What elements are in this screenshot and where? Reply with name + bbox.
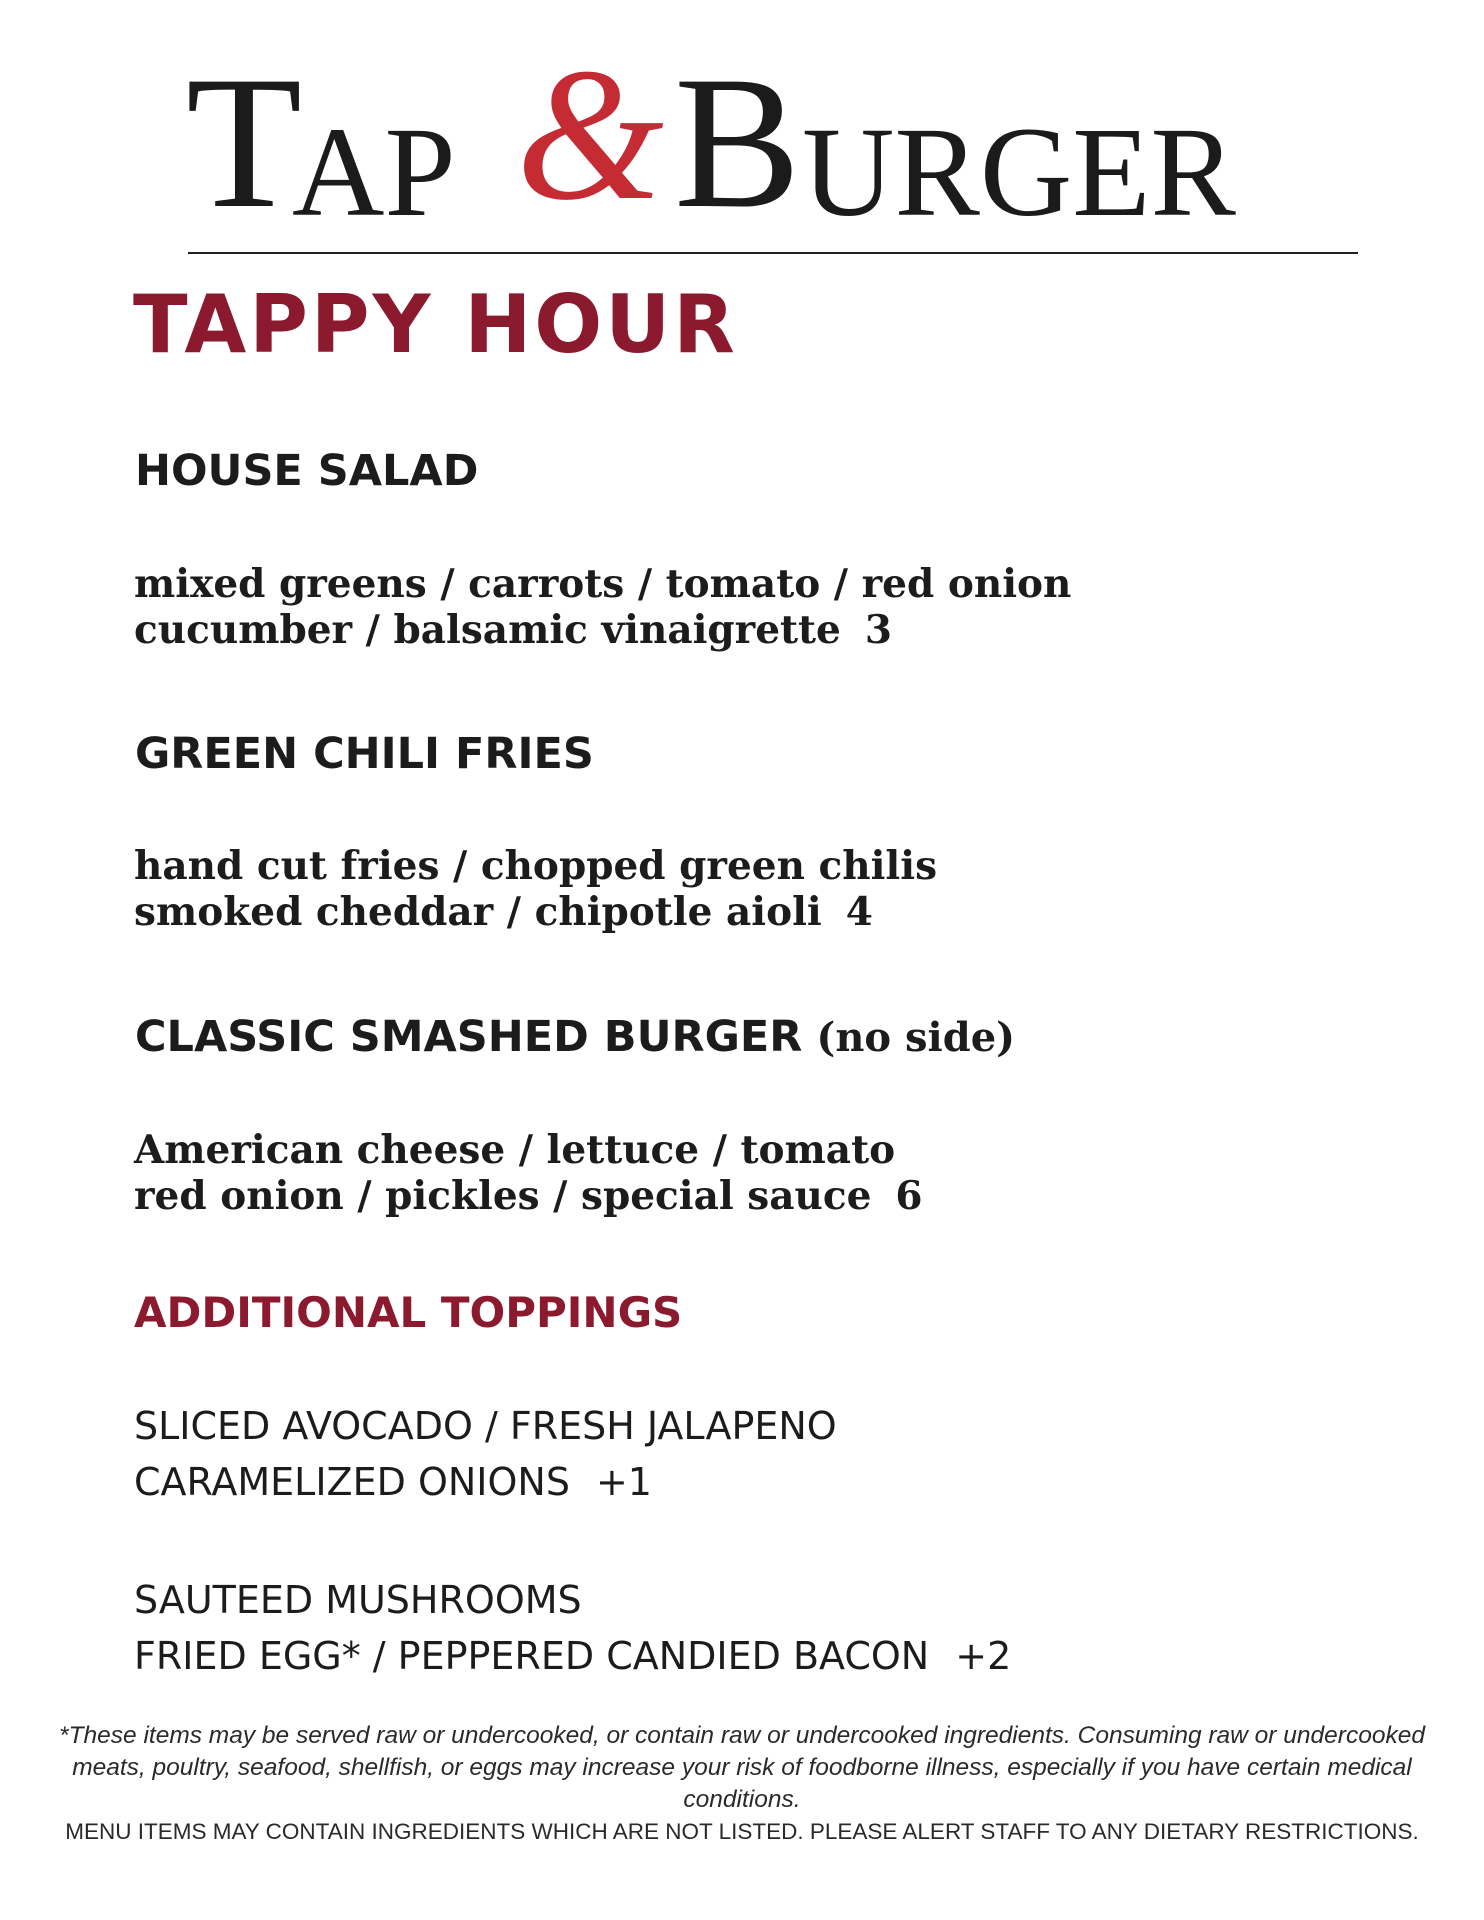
- item-price: 6: [895, 1173, 923, 1219]
- description-line: American cheese / lettuce / tomato: [134, 1127, 896, 1173]
- topping-group-1: [134, 1398, 837, 1510]
- logo-letters-urger: URGER: [802, 101, 1236, 243]
- topping-price: +2: [955, 1634, 1012, 1678]
- item-name-green-chili-fries: [135, 729, 594, 779]
- topping-line: SAUTEED MUSHROOMS: [134, 1578, 582, 1622]
- item-description-house-salad: [134, 561, 1071, 653]
- item-name-text: GREEN CHILI FRIES: [135, 729, 594, 779]
- tap-and-burger-logo: [186, 30, 1362, 248]
- logo-letters-ap: AP: [292, 101, 456, 243]
- item-name-classic-smashed-burger: [135, 1012, 1016, 1062]
- description-line: hand cut fries / chopped green chilis: [134, 843, 938, 889]
- item-description-classic-smashed-burger: [134, 1127, 923, 1219]
- topping-line: FRIED EGG* / PEPPERED CANDIED BACON: [134, 1634, 930, 1678]
- item-description-green-chili-fries: [134, 843, 937, 935]
- description-line: mixed greens / carrots / tomato / red onion: [134, 561, 1072, 607]
- logo-divider: [188, 252, 1358, 254]
- item-name-house-salad: [135, 446, 479, 496]
- logo-letter-t: T: [186, 38, 303, 248]
- logo-ampersand: &: [516, 30, 664, 240]
- description-line: smoked cheddar / chipotle aioli: [134, 889, 822, 935]
- description-line: cucumber / balsamic vinaigrette: [134, 607, 841, 653]
- item-name-text: HOUSE SALAD: [135, 446, 479, 496]
- topping-line: SLICED AVOCADO / FRESH JALAPENO: [134, 1404, 837, 1448]
- section-heading-additional-toppings: ADDITIONAL TOPPINGS: [134, 1288, 683, 1337]
- logo-letter-b: B: [674, 38, 801, 248]
- item-name-text: CLASSIC SMASHED BURGER: [135, 1012, 803, 1062]
- topping-line: CARAMELIZED ONIONS: [134, 1460, 570, 1504]
- description-line: red onion / pickles / special sauce: [134, 1173, 872, 1219]
- item-price: 4: [845, 889, 873, 935]
- page-title: TAPPY HOUR: [133, 278, 738, 371]
- item-price: 3: [864, 607, 893, 653]
- topping-group-2: [134, 1572, 1011, 1684]
- topping-price: +1: [595, 1460, 652, 1504]
- allergy-notice: MENU ITEMS MAY CONTAIN INGREDIENTS WHICH ARE NOT LISTED. PLEASE ALERT STAFF TO ANY DIETARY RESTRICTIONS.: [65, 1819, 1419, 1844]
- item-note: (no side): [816, 1014, 1016, 1061]
- raw-food-disclaimer: *These items may be served raw or undercooked, or contain raw or undercooked ingredients. Consuming raw or undercooked meats, poultry, seafood, shellfish, or eggs may increase your risk of foodborne illness, especially if you have certain medical conditions.: [59, 1722, 1425, 1813]
